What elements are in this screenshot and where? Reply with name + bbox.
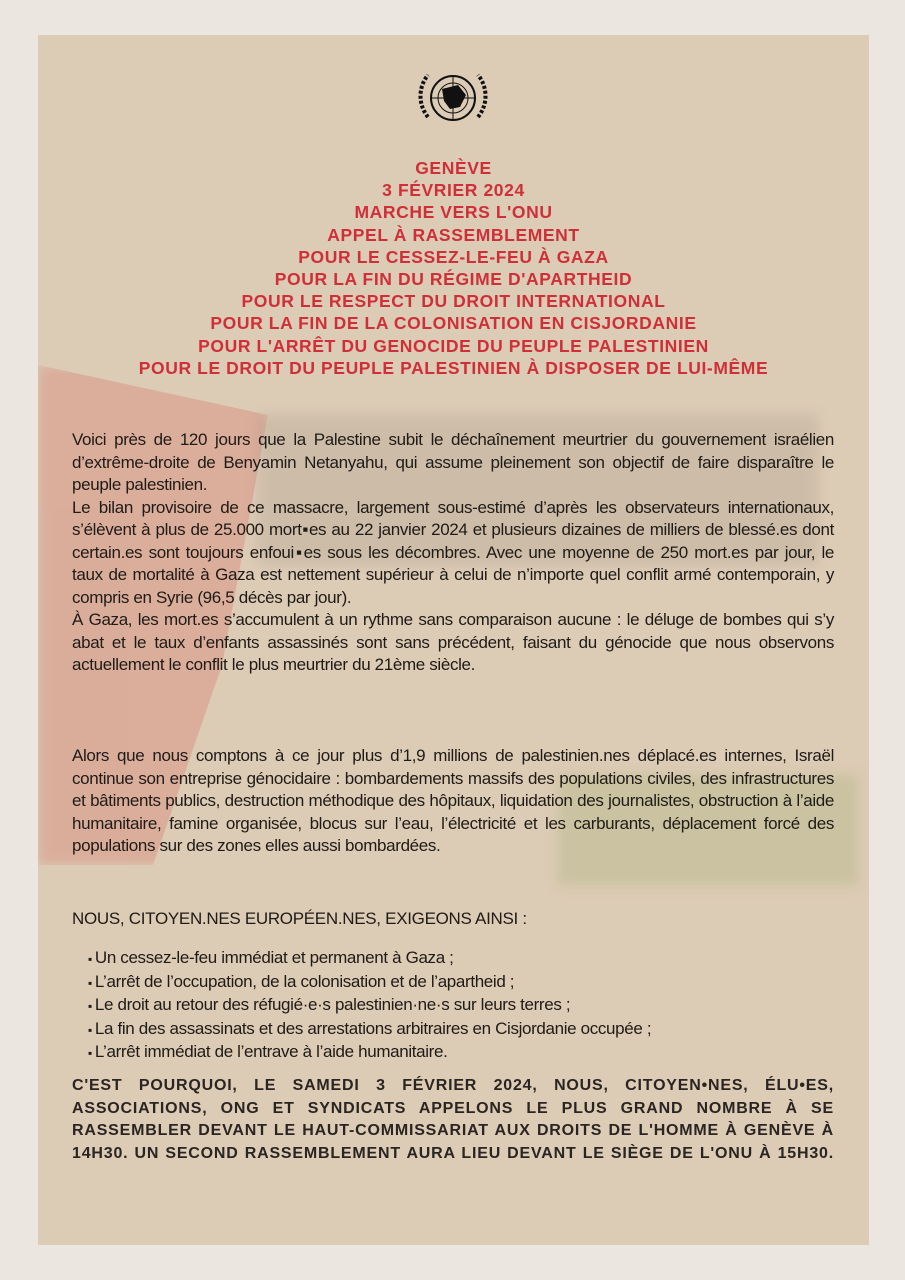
demands-list: [88, 947, 651, 1065]
headline-line: POUR LE CESSEZ-LE-FEU À GAZA: [298, 246, 609, 267]
poster: [38, 35, 869, 1245]
paragraph: Le bilan provisoire de ce massacre, largement sous-estimé d’après les observateurs internationaux, s’élèvent à plus de 25.000 mort▪es au 22 janvier 2024 et plusieurs dizaines de milliers de blessé.es dont certain.es sont toujours enfoui▪es sous les décombres. Avec une moyenne de 250 mort.es par jour, le taux de mortalité à Gaza est nettement supérieur à celui de n’importe quel conflit armé contemporain, y compris en Syrie (96,5 décès par jour).: [72, 497, 834, 607]
un-emblem-icon: [414, 67, 492, 133]
demand-item: ▪ La fin des assassinats et des arrestations arbitraires en Cisjordanie occupée ;: [88, 1018, 651, 1042]
headline-line: POUR LE RESPECT DU DROIT INTERNATIONAL: [241, 291, 666, 312]
headline-line: POUR LA FIN DE LA COLONISATION EN CISJORDANIE: [210, 313, 697, 334]
paragraph: Voici près de 120 jours que la Palestine subit le déchaînement meurtrier du gouvernement israélien d’extrême-droite de Benyamin Netanyahu, qui assume pleinement son objectif de faire disparaître le peuple palestinien.: [72, 430, 834, 494]
body-text-2: [72, 745, 834, 858]
paragraph: À Gaza, les mort.es s’accumulent à un rythme sans comparaison aucune : le déluge de bombes qui s’y abat et le taux d’enfants assassinés sont sans précédent, faisant du génocide que nous observons actuellement le conflit le plus meurtrier du 21ème siècle.: [72, 610, 834, 674]
paragraph: Alors que nous comptons à ce jour plus d’1,9 millions de palestinien.nes déplacé.es internes, Israël continue son entreprise génocidaire : bombardements massifs des populations civiles, des infrastructures et bâtiments publics, destruction méthodique des hôpitaux, liquidation des journalistes, obstruction à l’aide humanitaire, famine organisée, blocus sur l’eau, l’électricité et les carburants, déplacement forcé des populations sur des zones elles aussi bombardées.: [72, 746, 834, 855]
demand-item: ▪ Le droit au retour des réfugié·e·s palestinien·ne·s sur leurs terres ;: [88, 994, 651, 1018]
body-text: [72, 429, 834, 677]
demand-item: ▪ Un cessez-le-feu immédiat et permanent à Gaza ;: [88, 947, 651, 971]
headline-line: GENÈVE: [415, 158, 492, 178]
headline: [38, 157, 869, 379]
headline-line: MARCHE VERS L'ONU: [354, 202, 553, 223]
demands-heading: NOUS, CITOYEN.NES EUROPÉEN.NES, EXIGEONS AINSI :: [72, 909, 527, 928]
headline-line: POUR L'ARRÊT DU GENOCIDE DU PEUPLE PALESTINIEN: [198, 335, 709, 356]
closing-statement: C'EST POURQUOI, LE SAMEDI 3 FÉVRIER 2024, NOUS, CITOYEN•NES, ÉLU•ES, ASSOCIATIONS, ONG ET SYNDICATS APPELONS LE PLUS GRAND NOMBRE À SE RASSEMBLER DEVANT LE HAUT-COMMISSARIAT AUX DROITS DE L'HOMME À GENÈVE À 14H30. UN SECOND RASSEMBLEMENT AURA LIEU DEVANT LE SIÈGE DE L'ONU À 15H30.: [72, 1077, 834, 1162]
headline-line: POUR LA FIN DU RÉGIME D'APARTHEID: [274, 269, 633, 290]
headline-line: POUR LE DROIT DU PEUPLE PALESTINIEN À DISPOSER DE LUI-MÊME: [138, 357, 769, 378]
demand-item: ▪ L’arrêt immédiat de l’entrave à l’aide humanitaire.: [88, 1041, 651, 1065]
headline-line: 3 FÉVRIER 2024: [382, 180, 525, 201]
demand-item: ▪ L’arrêt de l’occupation, de la colonisation et de l’apartheid ;: [88, 971, 651, 995]
headline-line: APPEL À RASSEMBLEMENT: [327, 224, 580, 245]
